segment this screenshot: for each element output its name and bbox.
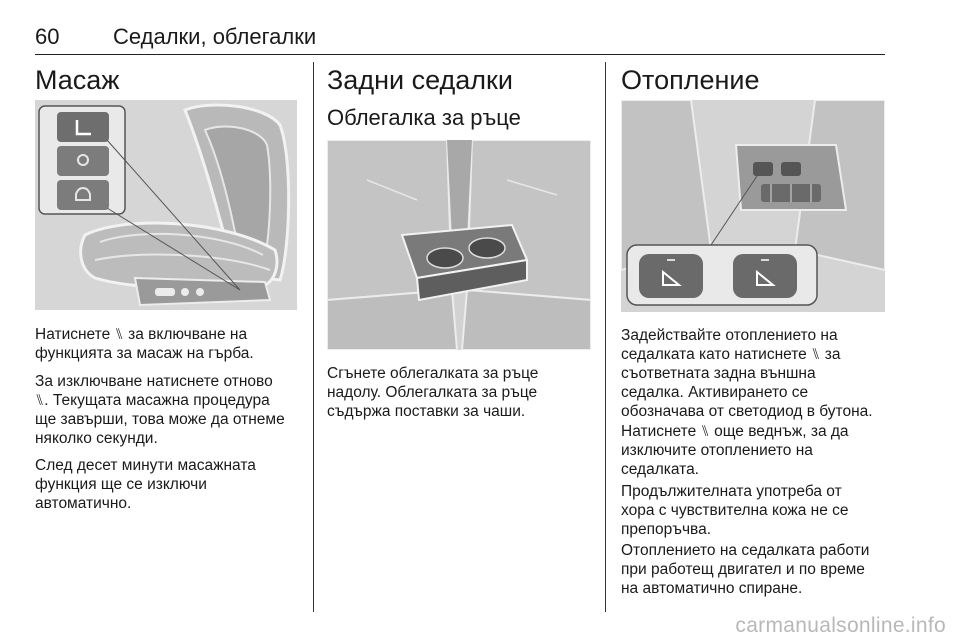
massage-paragraph-1: Натиснете ⑊ за включване на функцията за масаж на гърба. xyxy=(35,326,254,362)
armrest-illustration xyxy=(327,140,591,350)
armrest-subheading: Облегалка за ръце xyxy=(327,105,521,130)
rear-seat-heating-illustration xyxy=(621,100,885,312)
column-divider xyxy=(605,62,606,612)
massage-paragraph-3: След десет минути масажната функция ще се изключи автоматично. xyxy=(35,457,256,512)
armrest-paragraph: Сгънете облегалката за ръце надолу. Облегалката за ръце съдържа поставки за чаши. xyxy=(327,365,539,420)
rear-seats-heading: Задни седалки xyxy=(327,65,513,95)
heating-paragraph-2: Натиснете ⑊ още веднъж, за да изключите отоплението на седалката. xyxy=(621,423,849,478)
heating-heading: Отопление xyxy=(621,65,760,95)
chapter-title: Седалки, облегалки xyxy=(113,24,317,49)
page-number: 60 xyxy=(35,24,60,49)
page-header xyxy=(35,14,885,55)
massage-seat-illustration xyxy=(35,100,297,310)
heating-paragraph-1: Задействайте отоплението на седалката като натиснете ⑊ за съответната задна външна седалка. Активирането се обозначава от светодиод в бутона. xyxy=(621,327,873,420)
massage-heading: Масаж xyxy=(35,65,120,95)
massage-paragraph-2: За изключване натиснете отново ⑊. Текущата масажна процедура ще завърши, това може да отнеме няколко секунди. xyxy=(35,373,285,447)
watermark: carmanualsonline.info xyxy=(735,614,946,637)
heating-paragraph-3: Продължителната употреба от хора с чувствителна кожа не се препоръчва. xyxy=(621,483,849,538)
column-divider xyxy=(313,62,314,612)
heating-paragraph-4: Отоплението на седалката работи при работещ двигател и по време на автоматично спиране. xyxy=(621,542,870,597)
